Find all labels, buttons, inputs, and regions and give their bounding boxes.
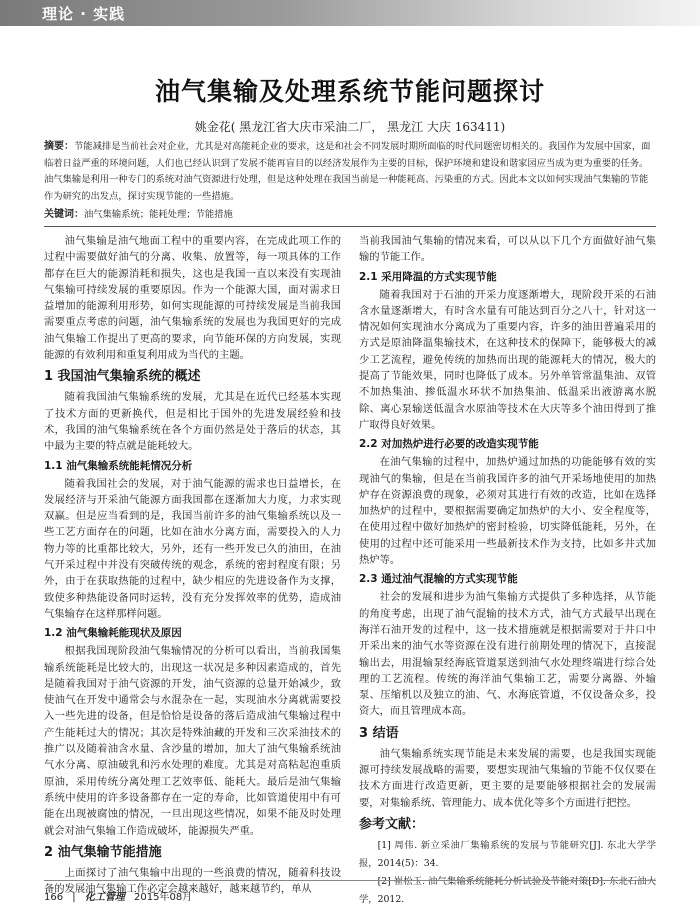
journal-name: 化工管理 [84, 892, 125, 903]
continued-paragraph: 当前我国油气集输的情况来看，可以从以下几个方面做好油气集输的节能工作。 [359, 235, 656, 264]
right-column [359, 233, 656, 909]
section-1-2-heading: 1.2 油气集输耗能现状及原因 [44, 627, 182, 640]
section-3-paragraph: 油气集输系统实现节能是未来发展的需要，也是我国实现能源可持续发展战略的需要，要想实现油气集输的节能不仅仅要在技术方面进行改造更新，更主要的是要能够根据社会的发展需要，对集输系统、管理能力、成本优化等多个方面进行把控。 [359, 747, 656, 809]
section-3-heading: 3 结语 [359, 725, 399, 741]
section-1-2-paragraph: 根据我国现阶段油气集输情况的分析可以看出，当前我国集输系统能耗是比较大的，出现这一状况是多种因素造成的，首先是随着我国对于油气资源的开发，油气资源的总量开始减少，致使油气在开发中通常会与水混杂在一起，实现油水分离就需要投入一些先进的设备，但是恰恰是设备的落后造成油气集输过程中产生能耗过大的情况；其次是特殊油藏的开发和三次采油技术的推广以及随着油含水量、含沙量的增加，加大了油气集输系统油气水分离、原油破乳和污水处理的难度。尤其是对高粘起泡重质原油，采用传统分离处理工艺效率低、能耗大。最后是油气集输系统中使用的许多设备都存在一定的寿命，比如管道使用中有可能在出现被腐蚀的情况，一旦出现这些情况，如果不能及时处理就会对油气集输工作造成破坏，能源损失严重。 [44, 645, 341, 837]
section-2-3-heading: 2.3 通过油气混输的方式实现节能 [359, 573, 518, 586]
keywords-text: 油气集输系统；能耗处理；节能措施 [84, 209, 233, 220]
section-1-1-paragraph: 随着我国社会的发展，对于油气能源的需求也日益增长，在发展经济与开采油气能源方面我国都在逐渐加大力度，力求实现双赢。但是应当看到的是，我国当前许多的油气集输系统以及一些工艺方面存在的问题，比如在油水分离方面，需要投入的人力物力等的比重都比较大，另外，还有一些开发已久的油田，在油气开采过程中并没有突破传统的观念，系统的密封程度有限；另外，由于在获取热能的过程中，缺少相应的先进设备作为支撑，致使多种热能设备同时运转，没有充分发挥效率的优势，造成油气集输存在这样那样问题。 [44, 477, 341, 620]
section-1-paragraph: 随着我国油气集输系统的发展，尤其是在近代已经基本实现了技术方面的更新换代，但是相比于国外的先进发展经验和技术，我国的油气集输系统在各个方面仍然是处于落后的状态，其中最为主要的特点就是能耗较大。 [44, 391, 341, 453]
footer-divider [44, 880, 656, 881]
section-2-1-paragraph: 随着我国对于石油的开采力度逐渐增大，现阶段开采的石油含水量逐渐增大，有时含水量有可能达到百分之八十，针对这一情况如何实现油水分离成为了重要内容，许多的油田普遍采用的方式是原油降温集输技术，在这种技术的保障下，能够极大的减少工艺流程，避免传统的加热而出现的能源耗大的情况，极大的提高了节能效果，同时也降低了成本。另外单管常温集油、双管不加热集油、掺低温水环状不加热集油、低温采出液游离水脱除、离心泵输送低温含水原油等技术在大庆等多个油田得到了推广取得良好效果。 [359, 288, 656, 431]
page-number: 166 [44, 892, 64, 903]
keywords-label: 关键词： [44, 209, 84, 220]
issue-date: 2015年08月 [134, 892, 193, 903]
footer: 166 | 化工管理 2015年08月 [44, 892, 193, 903]
section-2-2-heading: 2.2 对加热炉进行必要的改造实现节能 [359, 438, 539, 451]
section-2-heading: 2 油气集输节能措施 [44, 844, 162, 860]
section-2-paragraph: 上面探讨了油气集输中出现的一些浪费的情况，随着科技设备的发展油气集输工作必定会越来越好，越来越节约，单从 [44, 866, 341, 896]
section-1-heading: 1 我国油气集输系统的概述 [44, 369, 201, 385]
abstract-divider [44, 226, 656, 227]
abstract-text: 节能减排是当前社会对企业，尤其是对高能耗企业的要求，这是和社会不同发展时期所面临的时代问题密切相关的。我国作为发展中国家，面临着日益严重的环境问题，人们也已经认识到了发展不能再盲目的以经济发展作为主要的目标，保护环境和建设和谐家园应当成为更为重要的任务。油气集输是利用一种专门的系统对油气资源进行处理，但是这种处理在我国当前是一种能耗高、污染重的方式。因此本文以如何实现油气集输的节能作为研究的出发点，探讨实现节能的一些措施。 [44, 141, 651, 202]
article-title: 油气集输及处理系统节能问题探讨 [154, 77, 545, 106]
references-heading: 参考文献： [359, 816, 425, 832]
section-1-1-heading: 1.1 油气集输系统能耗情况分析 [44, 459, 193, 472]
reference-item: [2] 崔松玉. 油气集输系统能耗分析试验及节能对策[D]. 东北石油大学，2012. [359, 875, 656, 905]
intro-paragraph: 油气集输是油气地面工程中的重要内容，在完成此项工作的过程中需要做好油气的分离、收集、放置等，每一项具体的工作都存在巨大的能源消耗和损失，这也是我国一直以来没有实现油气集输可持续发展的重要原因。作为一个能源大国，面对需求日益增加的能源利用形势，如何实现能源的可持续发展是当前我国需要重点考虑的问题，油气集输系统的发展也为我国更好的完成油气集输工作提出了更高的要求，向节能环保的方向发展，实现能源的有效利用和重复利用成为当代的主题。 [44, 235, 341, 362]
keywords [44, 205, 656, 220]
section-2-1-heading: 2.1 采用降温的方式实现节能 [359, 270, 497, 283]
left-column [44, 233, 341, 897]
reference-item: [1] 周伟. 新立采油厂集输系统的发展与节能研究[J]. 东北大学学报，2014(5)：34. [359, 839, 656, 869]
abstract-label: 摘要： [44, 141, 74, 152]
section-banner [0, 0, 700, 26]
abstract [44, 139, 656, 205]
section-label: 理论 · 实践 [42, 5, 126, 23]
section-2-2-paragraph: 在油气集输的过程中，加热炉通过加热的功能能够有效的实现油气的集输，但是在当前我国许多的油气开采场地使用的加热炉存在资源浪费的现象，必须对其进行有效的改造，比如在选择加热炉的过程中，要根据需要确定加热炉的大小、安全程度等，在使用过程中做好加热炉的密封检验，切实降低能耗，另外，在使用的过程中还可能采用一些最新技术作为支持，比如多井式加热炉等。 [359, 456, 656, 567]
section-2-3-paragraph: 社会的发展和进步为油气集输方式提供了多种选择，从节能的角度考虑，出现了油气混输的技术方式，油气方式最早出现在海洋石油开发的过程中，这一技术措施就是根据需要对于井口中开采出来的油气水等资源在没有进行前期处理的情况下，直接混输出去，用混输泵经海底管道泵送到油气水处理终端进行综合处理的工艺流程。传统的海洋油气集输工艺，需要分离器、外输泵、压缩机以及独立的油、气、水海底管道，不仅设备众多，投资大，而且管理成本高。 [359, 591, 656, 718]
author-line: 姚金花( 黑龙江省大庆市采油二厂， 黑龙江 大庆 163411) [194, 120, 506, 134]
